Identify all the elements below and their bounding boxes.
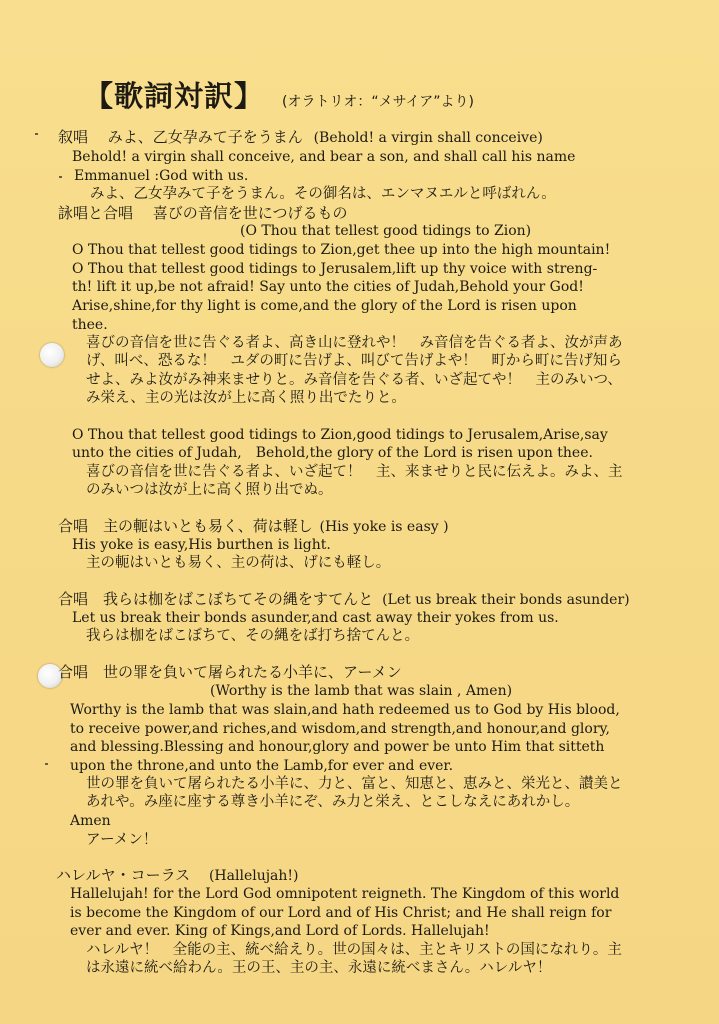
lyric-line-en: to receive power,and riches,and wisdom,and strength,and honour,and glory, [70, 721, 611, 737]
lyric-line-en: O Thou that tellest good tidings to Zion,good tidings to Jerusalem,Arise,say [72, 427, 608, 443]
lyric-line-ja: みよ、乙女孕みて子をうまん。その御名は、エンマヌエルと呼ばれん。 [90, 186, 556, 202]
lyric-line-ja: あれや。み座に座する尊き小羊にぞ、み力と栄え、とこしなえにあれかし。 [86, 794, 580, 810]
lyric-line-en: Arise,shine,for thy light is come,and the glory of the Lord is risen upon [72, 298, 577, 314]
lyric-line-en: is become the Kingdom of our Lord and of His Christ; and He shall reign for [70, 905, 612, 921]
section-heading [58, 590, 630, 609]
lyric-line-ja: げ、叫べ、恐るな！ ユダの町に告げよ、叫びて告げよや！ 町から町に告げ知ら [86, 353, 622, 369]
section-heading-en: (Hallelujah!) [208, 868, 299, 884]
section-heading-ja: 合唱 主の軛はいとも易く、荷は軽し [58, 517, 313, 535]
lyric-line-ja: アーメン！ [86, 832, 158, 848]
section-heading [58, 128, 543, 147]
title-main: 【歌詞対訳】 [84, 79, 265, 113]
section-heading-en: (His yoke is easy ) [319, 519, 449, 535]
lyric-line-en: Amen [70, 813, 111, 829]
lyric-line-en: O Thou that tellest good tidings to Jerusalem,lift up thy voice with streng- [72, 261, 598, 277]
lyric-line-en: Let us break their bonds asunder,and cast away their yokes from us. [72, 610, 559, 626]
lyric-line-en: Worthy is the lamb that was slain,and hath redeemed us to God by His blood, [70, 702, 620, 718]
lyric-line-en: unto the cities of Judah, Behold,the glory of the Lord is risen upon thee. [72, 445, 593, 461]
lyric-line-ja: せよ、みよ汝がみ神来ませりと。み音信を告ぐる者、いざ起てや！ 主のみいつ、 [86, 372, 622, 388]
lyric-line-ja: み栄え、主の光は汝が上に高く照り出でたりと。 [86, 390, 406, 406]
section-heading-en: (Let us break their bonds asunder) [382, 592, 630, 608]
lyric-line-ja: は永遠に統べ給わん。王の王、主の主、永遠に統べまさん。ハレルヤ！ [86, 960, 552, 976]
section-heading-en: (Behold! a virgin shall conceive) [313, 130, 543, 146]
lyric-line-ja: 主の軛はいとも易く、主の荷は、げにも軽し。 [86, 555, 391, 571]
lyric-line-en: Emmanuel :God with us. [74, 168, 249, 184]
lyric-line-en: His yoke is easy,His burthen is light. [72, 537, 331, 553]
lyric-line-en: ever and ever. King of Kings,and Lord of Lords. Hallelujah! [70, 923, 490, 939]
margin-mark [59, 176, 62, 178]
title-subtitle: (オラトリオ：“メサイア”より) [282, 94, 474, 110]
binder-hole-top [40, 343, 64, 367]
section-heading-ja: 合唱 我らは枷をばこぼちてその縄をすてんと [58, 590, 374, 608]
lyric-line-en: and blessing.Blessing and honour,glory and power be unto Him that sitteth [70, 739, 605, 755]
margin-mark [45, 763, 48, 765]
lyric-line-en: Hallelujah! for the Lord God omnipotent reigneth. The Kingdom of this world [70, 886, 620, 902]
lyric-line-ja: 喜びの音信を世に告ぐる者よ、いざ起て！ 主、来ませりと民に伝えよ。みよ、主 [86, 464, 623, 480]
lyric-line-en: thee. [72, 317, 108, 333]
lyric-line-ja: 喜びの音信を世に告ぐる者よ、高き山に登れや！ み音信を告ぐる者よ、汝が声あ [86, 335, 623, 351]
lyric-line-ja: 世の罪を負いて屠られたる小羊に、力と、富と、知恵と、恵みと、栄光と、讃美と [86, 776, 623, 792]
lyric-line-en: th! lift it up,be not afraid! Say unto the cities of Judah,Behold your God! [72, 279, 584, 295]
lyric-line-ja: ハレルヤ！ 全能の主、統べ給えり。世の国々は、主とキリストの国になれり。主 [86, 942, 622, 958]
section-heading-ja: 合唱 世の罪を負いて屠られたる小羊に、アーメン [58, 663, 402, 681]
margin-mark [35, 133, 38, 135]
section-heading-en: (Worthy is the lamb that was slain , Amen) [210, 683, 513, 699]
page-title [84, 74, 474, 115]
lyric-line-ja: 我らは枷をばこぼちて、その縄をば打ち捨てんと。 [86, 628, 420, 644]
lyric-line-en: Behold! a virgin shall conceive, and bear a son, and shall call his name [72, 149, 576, 165]
section-heading-en: (O Thou that tellest good tidings to Zion) [240, 223, 532, 239]
lyric-line-ja: のみいつは汝が上に高く照り出でぬ。 [86, 482, 333, 498]
section-heading-ja: 詠唱と合唱 喜びの音信を世につげるもの [58, 204, 348, 222]
section-heading-ja: ハレルヤ・コーラス [56, 866, 191, 884]
section-heading [58, 517, 449, 536]
lyric-line-en: upon the throne,and unto the Lamb,for ever and ever. [70, 758, 454, 774]
section-heading-ja: 叙唱 みよ、乙女孕みて子をうまん [58, 128, 303, 146]
lyric-line-en: O Thou that tellest good tidings to Zion,get thee up into the high mountain! [72, 242, 611, 258]
section-heading [56, 866, 299, 885]
